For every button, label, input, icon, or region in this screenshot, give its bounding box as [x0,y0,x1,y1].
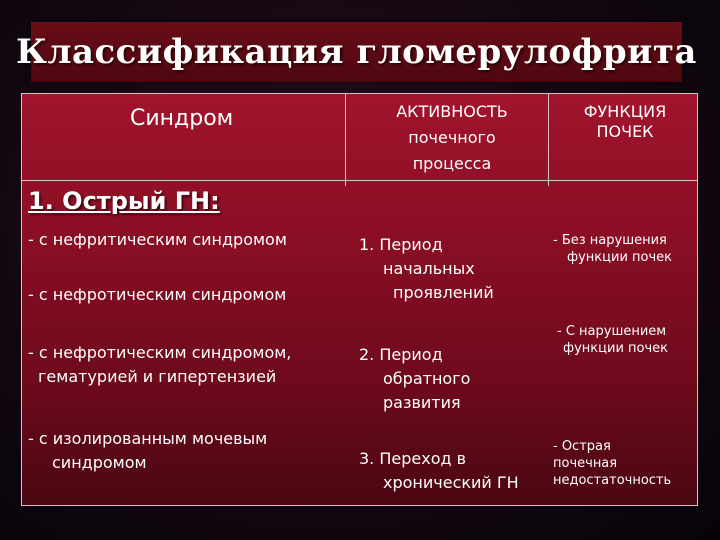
function-line: функции почек [563,341,669,356]
syndrome-line: гематурией и гипертензией [38,367,277,386]
header-divider [22,180,697,181]
syndrome-line: - с нефротическим синдромом [28,285,287,304]
function-item [553,323,668,357]
classification-table [21,93,698,506]
syndrome-line: - с изолированным мочевым [28,429,268,448]
header-function-line: ПОЧЕК [596,122,654,141]
activity-line: развития [383,393,461,412]
section-title: 1. Острый ГН: [28,187,220,215]
function-line: почечная [553,456,618,471]
activity-line: 3. Переход в [359,449,467,468]
syndrome-line: - с нефротическим синдромом, [28,343,292,362]
slide-title: Классификация гломерулофрита [16,32,697,72]
function-line: недостаточность [553,473,672,488]
activity-line: 2. Период [359,345,443,364]
activity-line: хронический ГН [383,473,519,492]
title-banner [16,22,697,82]
column-divider-1 [345,94,346,186]
header-kidney-function [550,102,700,142]
syndrome-item [28,283,286,307]
syndrome-item [28,427,267,475]
function-item [553,438,671,489]
activity-line: проявлений [393,283,494,302]
function-line: - Острая [553,439,611,454]
activity-line: начальных [383,259,475,278]
activity-item [359,447,519,495]
syndrome-item [28,228,287,252]
syndrome-line: синдромом [52,453,147,472]
function-line: - С нарушением [557,324,667,339]
header-activity-line: процесса [412,154,492,173]
header-activity-line: почечного [408,128,496,147]
header-syndrome: Синдром [130,106,234,131]
activity-item [359,233,494,305]
activity-line: обратного [383,369,471,388]
function-line: - Без нарушения [553,233,667,248]
activity-line: 1. Период [359,235,443,254]
header-function-line: ФУНКЦИЯ [583,102,667,121]
function-line: функции почек [567,250,673,265]
header-activity-line: АКТИВНОСТЬ [396,102,508,121]
activity-item [359,343,470,415]
syndrome-line: - с нефритическим синдромом [28,230,287,249]
syndrome-item [28,341,291,389]
function-item [553,232,672,266]
header-activity [347,99,557,177]
